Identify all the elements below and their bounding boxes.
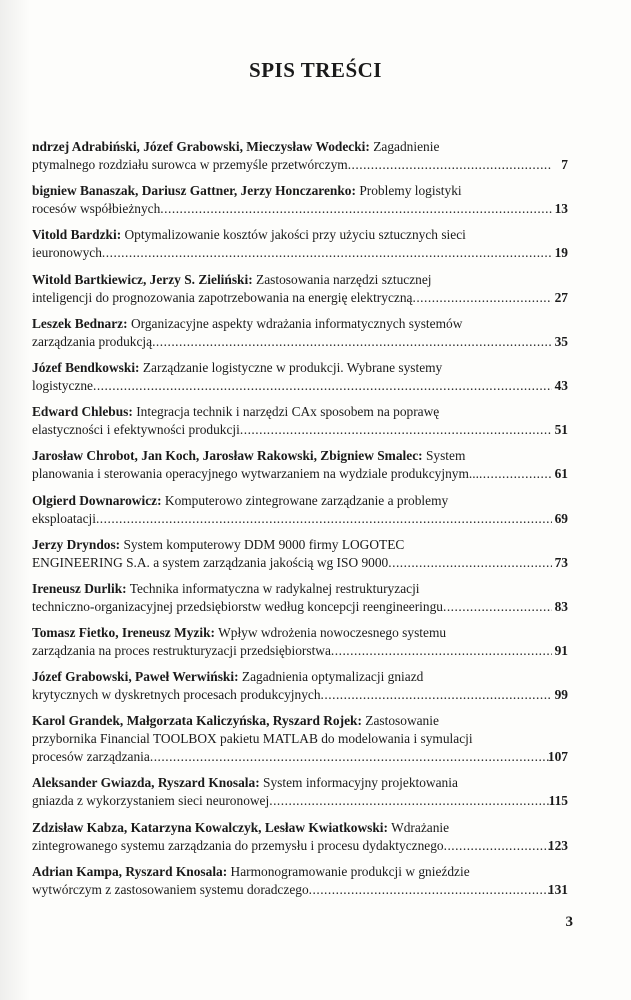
toc-entry-title-line2: logistyczne [32,377,93,393]
toc-entry-page: 91 [554,643,568,659]
toc-entry-authors: Edward Chlebus: [32,404,133,420]
toc-entry-title: Technika informatyczna w radykalnej restrukturyzacji [126,580,420,596]
toc-entry-title: Wdrażanie [387,819,450,835]
toc-entry-page: 43 [554,377,568,393]
table-of-contents [0,136,631,905]
toc-entry-page: 13 [554,201,568,217]
toc-entry-page: 61 [554,466,568,482]
toc-entry [0,180,631,224]
toc-entry-title-line2: rocesów współbieżnych [32,201,161,217]
toc-entry [0,772,631,816]
toc-entry-page: 83 [554,598,568,614]
toc-entry-title-line2: ENGINEERING S.A. a system zarządzania jakością wg ISO 9000 [32,554,389,570]
toc-entry-title-line2: elastyczności i efektywności produkcji [32,422,240,438]
toc-entry-title: Zastosowanie [361,713,439,729]
toc-entry-authors: bigniew Banaszak, Dariusz Gattner, Jerzy Honczarenko: [32,183,356,199]
toc-entry-authors: Vitold Bardzki: [32,227,122,243]
toc-entry [0,401,631,445]
toc-entry-authors: Aleksander Gwiazda, Ryszard Knosala: [32,775,260,791]
toc-entry [0,357,631,401]
toc-leader-dots [479,465,552,482]
toc-leader-dots [388,554,552,571]
toc-leader-dots [348,156,552,173]
toc-entry [0,861,631,905]
toc-entry [0,136,631,180]
toc-entry-title-line2: wytwórczym z zastosowaniem systemu doradczego [32,881,309,897]
toc-entry-authors: Olgierd Downarowicz: [32,492,162,508]
toc-leader-dots [321,686,552,703]
toc-entry-title-line3: procesów zarządzania [32,749,150,765]
toc-entry [0,490,631,534]
toc-entry-page: 19 [554,245,568,261]
toc-entry-title-line2: zarządzania produkcją [32,333,153,349]
toc-entry-authors: Tomasz Fietko, Ireneusz Myzik: [32,625,215,641]
toc-entry-authors: Józef Bendkowski: [32,359,140,375]
toc-entry-authors: Ireneusz Durlik: [32,580,127,596]
toc-entry-page: 51 [554,422,568,438]
toc-entry-title: Problemy logistyki [355,183,462,199]
toc-leader-dots [93,377,552,394]
toc-entry-title-line2: ieuronowych [32,245,102,261]
toc-leader-dots [150,748,552,765]
toc-entry-page: 107 [547,749,568,765]
toc-entry-authors: Leszek Bednarz: [32,315,128,331]
toc-entry [0,269,631,313]
toc-entry-page: 73 [554,554,568,570]
toc-leader-dots [102,244,552,261]
toc-leader-dots [240,421,552,438]
toc-entry-authors: ndrzej Adrabiński, Józef Grabowski, Mieczysław Wodecki: [32,139,370,154]
toc-entry-page: 99 [554,687,568,703]
toc-entry-page: 131 [547,881,568,897]
toc-entry-title: Organizacyjne aspekty wdrażania informatycznych systemów [127,315,463,331]
toc-leader-dots [444,837,552,854]
toc-entry [0,710,631,772]
toc-entry-title: Zagadnienie [369,139,440,154]
toc-entry-title-line2: przybornika Financial TOOLBOX pakietu MATLAB do modelowania i symulacji [32,731,473,747]
toc-entry-title: Harmonogramowanie produkcji w gnieździe [227,863,470,879]
toc-entry [0,313,631,357]
toc-entry-title: Zagadnienia optymalizacji gniazd [238,669,424,685]
toc-entry-authors: Adrian Kampa, Ryszard Knosala: [32,863,228,879]
toc-entry-title: System [422,448,466,464]
toc-entry-title: Zastosowania narzędzi sztucznej [252,271,432,287]
toc-leader-dots [269,792,552,809]
toc-entry-title-line2: ptymalnego rozdziału surowca w przemyśle przetwórczym [32,157,348,172]
page-title: SPIS TREŚCI [249,58,382,82]
toc-entry [0,445,631,489]
toc-entry-title-line2: zarządzania na proces restrukturyzacji przedsiębiorstwa [32,643,331,659]
toc-entry-authors: Józef Grabowski, Paweł Werwiński: [32,669,239,685]
toc-entry-title: Zarządzanie logistyczne w produkcji. Wybrane systemy [139,359,443,375]
toc-entry-title: Optymalizowanie kosztów jakości przy użyciu sztucznych sieci [121,227,466,243]
toc-entry-title-line2: zintegrowanego systemu zarządzania do przemysłu i procesu dydaktycznego [32,837,444,853]
toc-entry [0,622,631,666]
toc-entry [0,817,631,861]
toc-entry-title-line2: eksploatacji [32,510,96,526]
toc-entry-title: Komputerowo zintegrowane zarządzanie a problemy [161,492,449,508]
toc-entry-page: 27 [554,289,568,305]
toc-entry-page: 69 [554,510,568,526]
toc-entry-title: System komputerowy DDM 9000 firmy LOGOTEC [120,536,405,552]
toc-entry [0,578,631,622]
toc-leader-dots [443,598,552,615]
toc-entry-page: 35 [554,333,568,349]
toc-leader-dots [309,881,552,898]
page-number: 3 [565,914,573,930]
toc-entry-title-line2: gniazda z wykorzystaniem sieci neuronowej [32,793,270,809]
toc-entry-title: Wpływ wdrożenia nowoczesnego systemu [215,625,447,641]
toc-leader-dots [152,333,552,350]
toc-leader-dots [96,510,552,527]
toc-entry-authors: Karol Grandek, Małgorzata Kaliczyńska, Ryszard Rojek: [32,713,362,729]
toc-entry [0,666,631,710]
toc-leader-dots [412,289,552,306]
toc-entry-authors: Jarosław Chrobot, Jan Koch, Jarosław Rakowski, Zbigniew Smalec: [32,448,423,464]
toc-leader-dots [331,642,552,659]
toc-entry-title: Integracja technik i narzędzi CAx sposobem na poprawę [132,404,440,420]
toc-leader-dots [160,200,552,217]
toc-entry-page: 115 [548,793,568,809]
toc-entry-authors: Zdzisław Kabza, Katarzyna Kowalczyk, Lesław Kwiatkowski: [32,819,388,835]
toc-entry [0,534,631,578]
toc-entry-title: System informacyjny projektowania [259,775,458,791]
toc-entry-title-line2: inteligencji do prognozowania zapotrzebowania na energię elektryczną [32,289,413,305]
toc-entry-authors: Witold Bartkiewicz, Jerzy S. Zieliński: [32,271,253,287]
toc-entry [0,224,631,268]
toc-entry-authors: Jerzy Dryndos: [32,536,121,552]
toc-entry-page: 7 [561,157,568,172]
toc-entry-page: 123 [547,837,568,853]
toc-entry-title-line2: techniczno-organizacyjnej przedsiębiorstw według koncepcji reengineeringu [32,598,443,614]
toc-entry-title-line2: krytycznych w dyskretnych procesach produkcyjnych [32,687,321,703]
toc-entry-title-line2: planowania i sterowania operacyjnego wytwarzaniem na wydziale produkcyjnym... [32,466,479,482]
